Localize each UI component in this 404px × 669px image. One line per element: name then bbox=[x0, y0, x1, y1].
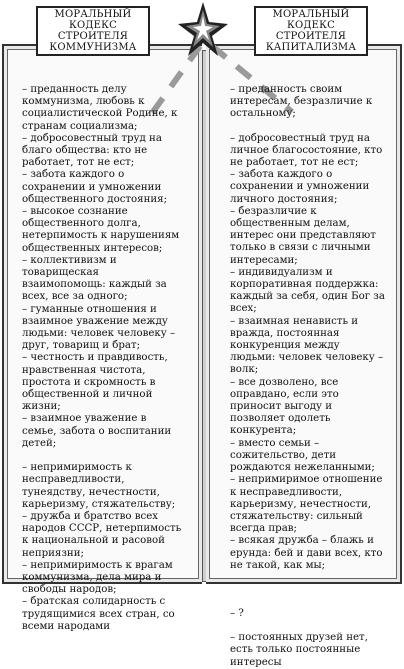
list-item: – преданность своим интересам, безразличие к остальному; bbox=[230, 84, 373, 120]
list-item: – гуманные отношения и взаимное уважение между людьми: человек человеку – друг, товарищ и брат; bbox=[22, 303, 176, 352]
list-item: – вместо семьи – сожительство, дети рождаются нежеланными; bbox=[230, 437, 375, 474]
list-item: – добросовестный труд на личное благосостояние, кто не работает, тот не ест; bbox=[230, 132, 383, 169]
list-item: – братская солидарность с трудящимися всех стран, со всеми народами bbox=[22, 596, 175, 632]
list-item: – постоянных друзей нет, есть только постоянные интересы bbox=[230, 632, 368, 668]
list-item: – забота каждого о сохранении и умножении личного достояния; bbox=[230, 169, 370, 205]
capitalism-code-title: МОРАЛЬНЫЙ КОДЕКС СТРОИТЕЛЯ КАПИТАЛИЗМА bbox=[254, 6, 368, 56]
list-item: – дружба и братство всех народов СССР, нетерпимость к национальной и расовой неприязни; bbox=[22, 510, 182, 559]
list-item: – непримиримое отношение к несправедливости, карьеризму, нечестности, стяжательству: сильный всегда прав; bbox=[230, 474, 383, 535]
list-item: – высокое сознание общественного долга, нетерпимость к нарушениям общественных интересов; bbox=[22, 206, 180, 254]
list-item: – преданность делу коммунизма, любовь к социалистической Родине, к странам социализма; bbox=[22, 84, 178, 132]
list-item: – взаимное уважение в семье, забота о воспитании детей; bbox=[22, 413, 172, 449]
list-item: – всякая дружба – блажь и ерунда: бей и дави всех, кто не такой, как мы; bbox=[230, 535, 383, 571]
list-item: – честность и правдивость, нравственная чистота, простота и скромность в общественной и личной жизни; bbox=[22, 352, 168, 413]
star-emblem-icon bbox=[176, 0, 230, 58]
list-item: – забота каждого о сохранении и умножении общественного достояния; bbox=[22, 169, 168, 205]
list-item: – добросовестный труд на благо общества: кто не работает, тот не ест; bbox=[22, 132, 162, 169]
list-item: – индивидуализм и корпоративная поддержка: каждый за себя, один Бог за всех; bbox=[230, 266, 385, 315]
communism-code-list bbox=[22, 84, 184, 633]
capitalism-code-list bbox=[230, 84, 388, 669]
list-item: – взаимная ненависть и вражда, постоянная конкуренция между людьми: человек человеку – волк; bbox=[230, 315, 384, 376]
list-item: – ? bbox=[230, 607, 244, 619]
list-item: – непримиримость к несправедливости, тунеядству, нечестности, карьеризму, стяжательству; bbox=[22, 462, 176, 510]
list-item: – непримиримость к врагам коммунизма, дела мира и свободы народов; bbox=[22, 559, 173, 596]
list-item: – коллективизм и товарищеская взаимопомощь: каждый за всех, все за одного; bbox=[22, 254, 167, 303]
list-item: – безразличие к общественным делам, интерес они представляют только в связи с личными интересами; bbox=[230, 205, 376, 266]
list-item: – все дозволено, все оправдано, если это приносит выгоду и позволяет одолеть конкурента; bbox=[230, 376, 339, 437]
communism-code-title: МОРАЛЬНЫЙ КОДЕКС СТРОИТЕЛЯ КОММУНИЗМА bbox=[36, 6, 150, 56]
